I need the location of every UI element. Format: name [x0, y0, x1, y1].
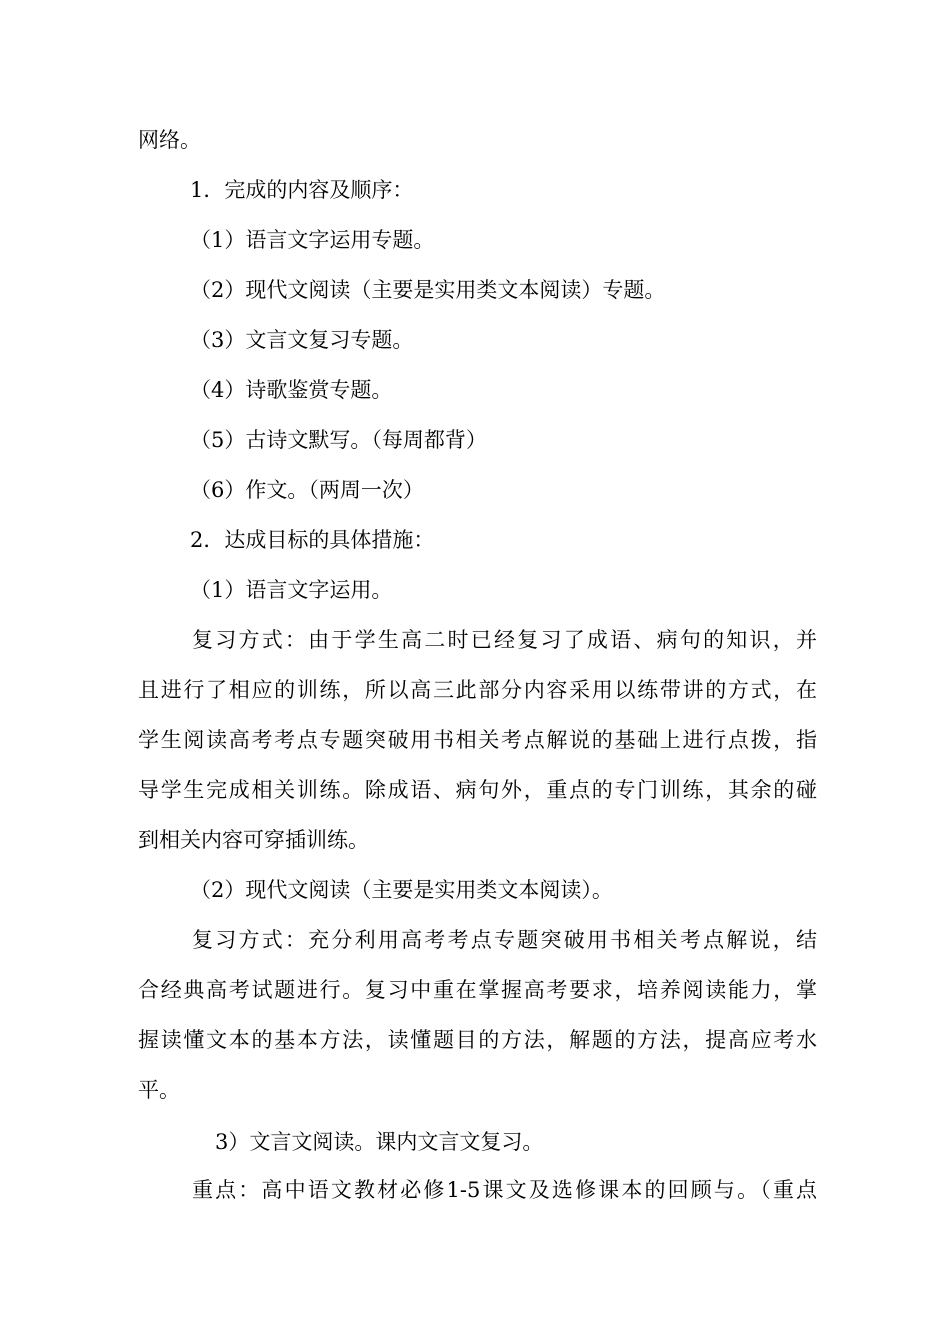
text-span: 平。: [138, 1078, 180, 1102]
list-item: [0, 575, 950, 605]
text-span: 网络。: [138, 128, 201, 152]
text-span: 到相关内容可穿插训练。: [138, 828, 369, 852]
list-item: [0, 275, 950, 305]
paragraph-line: 复习方式：由于学生高二时已经复习了成语、病句的知识，并: [192, 628, 817, 652]
text-span: 2．达成目标的具体措施：: [190, 528, 435, 552]
list-item: [0, 425, 950, 455]
paragraph-line: 握读懂文本的基本方法，读懂题目的方法，解题的方法，提高应考水: [138, 1028, 817, 1052]
text-span: 1．完成的内容及顺序：: [190, 178, 414, 202]
text-line: [0, 125, 950, 155]
text-span: 3）文言文阅读。课内文言文复习。: [215, 1130, 544, 1154]
list-item: [0, 375, 950, 405]
text-span: （6）作文。（两周一次）: [190, 478, 424, 502]
paragraph-line: 学生阅读高考考点专题突破用书相关考点解说的基础上进行点拨，指: [138, 728, 817, 752]
list-item: [0, 1127, 950, 1157]
text-span: （5）古诗文默写。（每周都背）: [190, 428, 487, 452]
section-heading: [0, 175, 950, 205]
list-item: [0, 225, 950, 255]
paragraph-line: 复习方式：充分利用高考考点专题突破用书相关考点解说，结: [192, 928, 817, 952]
text-span: （3）文言文复习专题。: [190, 328, 414, 352]
paragraph-line: 合经典高考试题进行。复习中重在掌握高考要求，培养阅读能力，掌: [138, 978, 817, 1002]
section-heading: [0, 525, 950, 555]
text-span: （1）语言文字运用。: [190, 578, 393, 602]
paragraph-line: [0, 1075, 950, 1105]
paragraph-line: 导学生完成相关训练。除成语、病句外，重点的专门训练，其余的碰: [138, 778, 817, 802]
list-item: [0, 875, 950, 905]
text-span: （4）诗歌鉴赏专题。: [190, 378, 393, 402]
list-item: [0, 475, 950, 505]
paragraph-line: [0, 825, 950, 855]
text-span: （2）现代文阅读（主要是实用类文本阅读）。: [190, 878, 613, 902]
text-span: （2）现代文阅读（主要是实用类文本阅读）专题。: [190, 278, 666, 302]
text-span: （1）语言文字运用专题。: [190, 228, 435, 252]
paragraph-line: 且进行了相应的训练，所以高三此部分内容采用以练带讲的方式，在: [138, 678, 817, 702]
list-item: [0, 325, 950, 355]
paragraph-line: 重点：高中语文教材必修1-5课文及选修课本的回顾与。（重点: [192, 1178, 817, 1202]
